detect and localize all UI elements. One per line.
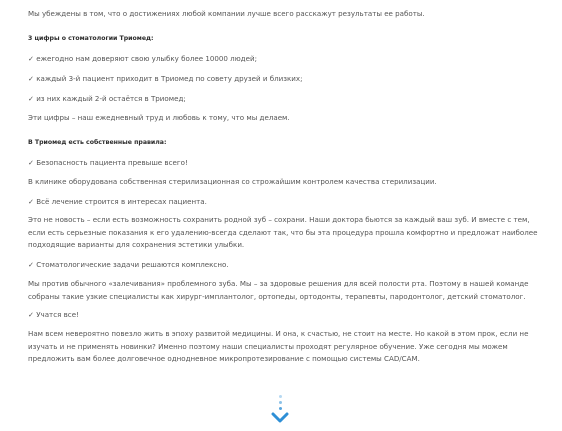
fact-item: ✓ ежегодно нам доверяют свою улыбку более 10000 людей; [28,54,257,63]
dot-icon [279,401,282,404]
chevron-down-icon[interactable] [270,412,290,424]
rule-text: Это не новость – если есть возможность сохранить родной зуб – сохрани. Наши доктора бьются за каждый ваш зуб. И вместе с тем, если есть серьезные показания к его удалению-всегда сделают так, что бы эта процедура прошла комфортно и предложат наиболее подходящие варианты для сохранения эстетики улыбки. [28,215,538,250]
intro-text: Мы убеждены в том, что о достижениях любой компании лучше всего расскажут результаты ее работы. [28,9,425,18]
dot-icon [279,395,282,398]
scroll-down-indicator[interactable] [270,395,290,425]
fact-item: ✓ из них каждый 2-й остаётся в Триомед; [28,94,186,103]
fact-item: ✓ каждый 3-й пациент приходит в Триомед по совету друзей и близких; [28,74,303,83]
dot-icon [279,407,282,410]
rule-title: ✓ Стоматологические задачи решаются комплексно. [28,260,229,269]
rule-text: Мы против обычного «залечивания» проблемного зуба. Мы – за здоровые решения для всей полости рта. Поэтому в нашей команде собраны такие узкие специалисты как хирург-имплантолог, ортопеды, ортодонты, терапевты, пародонтолог, детский стоматолог. [28,279,529,301]
section-heading-rules: В Триомед есть собственные правила: [28,139,167,146]
facts-summary: Эти цифры – наш ежедневный труд и любовь к тому, что мы делаем. [28,113,290,122]
rule-title: ✓ Безопасность пациента превыше всего! [28,158,188,167]
rule-text: В клинике оборудована собственная стерилизационная со строжайшим контролем качества стерилизации. [28,177,437,186]
section-heading-facts: 3 цифры о стоматологии Триомед: [28,35,154,42]
rule-title: ✓ Учатся все! [28,310,79,319]
rule-title: ✓ Всё лечение строится в интересах пациента. [28,197,207,206]
rule-text: Нам всем невероятно повезло жить в эпоху развитой медицины. И она, к счастью, не стоит на месте. Но какой в этом прок, если не изучать и не применять новинки? Именно поэтому наши специалисты проходят регулярное обучение. Уже сегодня мы можем предложить вам более долговечное однодневное микропротезирование с помощью системы CAD/CAM. [28,329,529,364]
